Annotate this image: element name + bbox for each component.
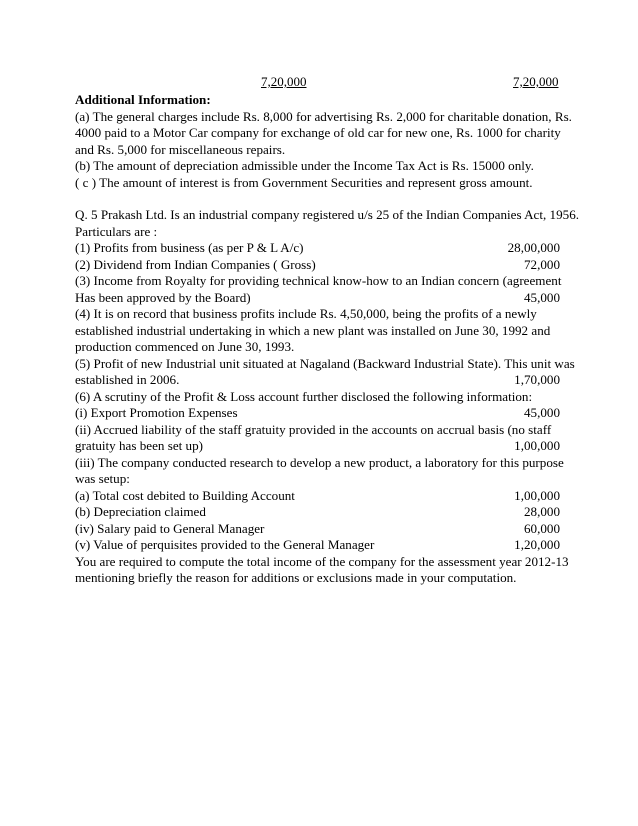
question-line: [75, 356, 575, 373]
additional-information-list: [75, 109, 575, 192]
question-line-text: (i) Export Promotion Expenses: [75, 405, 238, 420]
additional-info-line: 4000 paid to a Motor Car company for exchange of old car for new one, Rs. 1000 for charity: [75, 125, 561, 140]
particular-amount: 1,20,000: [514, 537, 560, 552]
question-line: [75, 224, 575, 241]
question-line-text: (6) A scrutiny of the Profit & Loss account further disclosed the following information:: [75, 388, 533, 404]
question-line-text: production commenced on June 30, 1993.: [75, 339, 295, 354]
particular-amount: 45,000: [523, 289, 560, 305]
totals-row: [0, 74, 638, 92]
particular-amount: 45,000: [523, 405, 560, 420]
question-line-text: (a) Total cost debited to Building Account: [75, 487, 295, 503]
question-line: [75, 537, 575, 554]
particular-amount: 1,70,000: [514, 372, 560, 387]
question-line: [75, 323, 575, 340]
question-line-text: (1) Profits from business (as per P & L A/c): [75, 240, 304, 255]
question-line-text: Particulars are :: [75, 223, 158, 239]
question-line-text: Has been approved by the Board): [75, 289, 251, 305]
question-line: [75, 207, 580, 224]
additional-info-line: (b) The amount of depreciation admissible under the Income Tax Act is Rs. 15000 only.: [75, 158, 534, 173]
question-line-text: (iv) Salary paid to General Manager: [75, 520, 265, 536]
question-line-text: gratuity has been set up): [75, 438, 203, 453]
particular-amount: 28,00,000: [507, 240, 560, 255]
question-line: [75, 257, 575, 274]
question-line-text: (5) Profit of new Industrial unit situated at Nagaland (Backward Industrial State). This unit was: [75, 355, 575, 371]
additional-information-heading: Additional Information:: [75, 92, 211, 107]
question-line: [75, 570, 575, 587]
total-amount-right: 7,20,000: [513, 74, 559, 89]
question-line-text: established industrial undertaking in which a new plant was installed on June 30, 1992 and: [75, 322, 551, 338]
question-line-text: mentioning briefly the reason for additions or exclusions made in your computation.: [75, 570, 517, 585]
question-line: [75, 521, 575, 538]
additional-info-line: ( c ) The amount of interest is from Government Securities and represent gross amount.: [75, 174, 533, 190]
question-line-text: (4) It is on record that business profits include Rs. 4,50,000, being the profits of a newly: [75, 306, 537, 321]
particular-amount: 1,00,000: [514, 487, 560, 503]
question-line: [75, 471, 575, 488]
question-line-text: (3) Income from Royalty for providing technical know-how to an Indian concern (agreement: [75, 273, 562, 288]
question-line: [75, 455, 575, 472]
question-line-text: (b) Depreciation claimed: [75, 504, 206, 519]
question-line: [75, 372, 575, 389]
additional-info-line: and Rs. 5,000 for miscellaneous repairs.: [75, 141, 286, 157]
question-line: [75, 306, 575, 323]
question-line: [75, 389, 575, 406]
question-line: [75, 488, 575, 505]
question-line: [75, 504, 575, 521]
question-line: [75, 290, 575, 307]
question-line: [75, 273, 575, 290]
question-line-text: You are required to compute the total income of the company for the assessment year 2012-13: [75, 553, 569, 569]
question-line-text: (v) Value of perquisites provided to the General Manager: [75, 537, 375, 552]
question-line: [75, 240, 575, 257]
question-line-text: was setup:: [75, 471, 130, 486]
question-line-text: (iii) The company conducted research to develop a new product, a laboratory for this purpose: [75, 454, 564, 470]
question-line: [75, 554, 575, 571]
particular-amount: 72,000: [523, 256, 560, 272]
question-5: [75, 207, 580, 587]
particular-amount: 28,000: [523, 504, 560, 519]
paragraph-spacer: [75, 191, 575, 207]
document-body: [75, 92, 580, 587]
question-line: [75, 339, 575, 356]
total-amount-left: 7,20,000: [261, 74, 307, 89]
particular-amount: 60,000: [523, 520, 560, 536]
particular-amount: 1,00,000: [514, 438, 560, 453]
question-line: [75, 438, 575, 455]
question-line-text: (2) Dividend from Indian Companies ( Gross): [75, 256, 316, 272]
question-line: [75, 405, 575, 422]
question-line-text: (ii) Accrued liability of the staff gratuity provided in the accounts on accrual basis (no staff: [75, 421, 552, 437]
additional-info-line: (a) The general charges include Rs. 8,000 for advertising Rs. 2,000 for charitable donation, Rs.: [75, 108, 572, 124]
question-line: [75, 422, 575, 439]
question-line-text: Q. 5 Prakash Ltd. Is an industrial company registered u/s 25 of the Indian Companies Act, 1956.: [75, 207, 580, 222]
question-line-text: established in 2006.: [75, 372, 180, 387]
